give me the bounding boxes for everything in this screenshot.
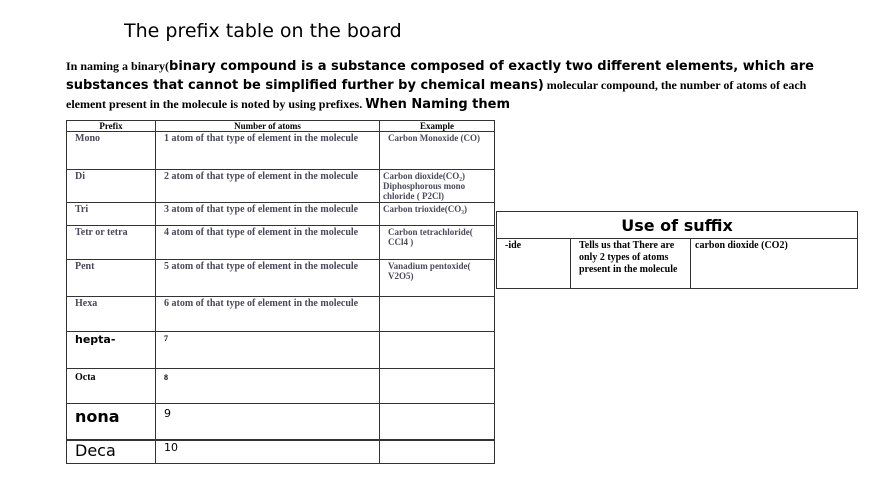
- prefix-cell: Tetr or tetra: [67, 226, 156, 260]
- table-row: [67, 297, 495, 332]
- table-row: [67, 132, 495, 170]
- intro-a: In naming a binary(: [66, 59, 170, 73]
- header-example: Example: [380, 121, 495, 132]
- prefix-cell: Tri: [67, 203, 156, 226]
- table-row: [67, 369, 495, 404]
- table-header-row: [67, 121, 495, 132]
- atoms-cell: 10: [156, 440, 380, 464]
- header-atoms: Number of atoms: [156, 121, 380, 132]
- intro-c: molecular compound, the number of atoms of each element present in the molecule is noted by using prefixes.: [66, 78, 807, 111]
- meaning-cell: Tells us that There are only 2 types of atoms present in the molecule: [571, 239, 691, 289]
- prefix-table: [66, 120, 495, 441]
- table-row: [67, 440, 495, 464]
- example-cell: Carbon dioxide(CO₂) Diphosphorous mono chloride ( P2Cl): [380, 170, 495, 203]
- table-row: [67, 332, 495, 369]
- atoms-cell: 7: [156, 332, 380, 369]
- atoms-cell: 5 atom of that type of element in the molecule: [156, 260, 380, 297]
- table-row: [67, 226, 495, 260]
- prefix-table-deca: [66, 439, 495, 464]
- prefix-cell: hepta-: [67, 332, 156, 369]
- prefix-cell: nona: [67, 404, 156, 441]
- intro-d: When Naming them: [365, 97, 510, 112]
- table-row: [497, 239, 858, 289]
- example-cell: [380, 404, 495, 441]
- example-cell: Carbon Monoxide (CO): [380, 132, 495, 170]
- table-row: [67, 203, 495, 226]
- example-cell: [380, 332, 495, 369]
- header-prefix: Prefix: [67, 121, 156, 132]
- atoms-cell: 6 atom of that type of element in the molecule: [156, 297, 380, 332]
- prefix-cell: Di: [67, 170, 156, 203]
- example-cell: Carbon tetrachloride( CCl4 ): [380, 226, 495, 260]
- atoms-cell: 1 atom of that type of element in the molecule: [156, 132, 380, 170]
- example-cell: Carbon trioxide(CO₃): [380, 203, 495, 226]
- atoms-cell: 8: [156, 369, 380, 404]
- suffix-cell: -ide: [497, 239, 571, 289]
- prefix-cell: Hexa: [67, 297, 156, 332]
- example-cell: [380, 369, 495, 404]
- prefix-cell: Mono: [67, 132, 156, 170]
- prefix-cell: Octa: [67, 369, 156, 404]
- table-row: [67, 170, 495, 203]
- atoms-cell: 4 atom of that type of element in the molecule: [156, 226, 380, 260]
- table-row: [67, 404, 495, 441]
- example-cell: [380, 297, 495, 332]
- suffix-table: [496, 211, 858, 289]
- intro-definition: binary compound is a substance composed of exactly two different elements, which are substances that cannot be simplified further by chemical means): [66, 59, 814, 93]
- example-cell: Vanadium pentoxide( V2O5): [380, 260, 495, 297]
- prefix-cell: Deca: [67, 440, 156, 464]
- atoms-cell: 9: [156, 404, 380, 441]
- table-row: [67, 260, 495, 297]
- example-cell: carbon dioxide (CO2): [691, 239, 858, 289]
- atoms-cell: 3 atom of that type of element in the molecule: [156, 203, 380, 226]
- slide-title: The prefix table on the board: [124, 20, 402, 42]
- suffix-table-title: Use of suffix: [497, 212, 858, 239]
- prefix-cell: Pent: [67, 260, 156, 297]
- intro-paragraph: [66, 57, 846, 114]
- atoms-cell: 2 atom of that type of element in the molecule: [156, 170, 380, 203]
- example-cell: [380, 440, 495, 464]
